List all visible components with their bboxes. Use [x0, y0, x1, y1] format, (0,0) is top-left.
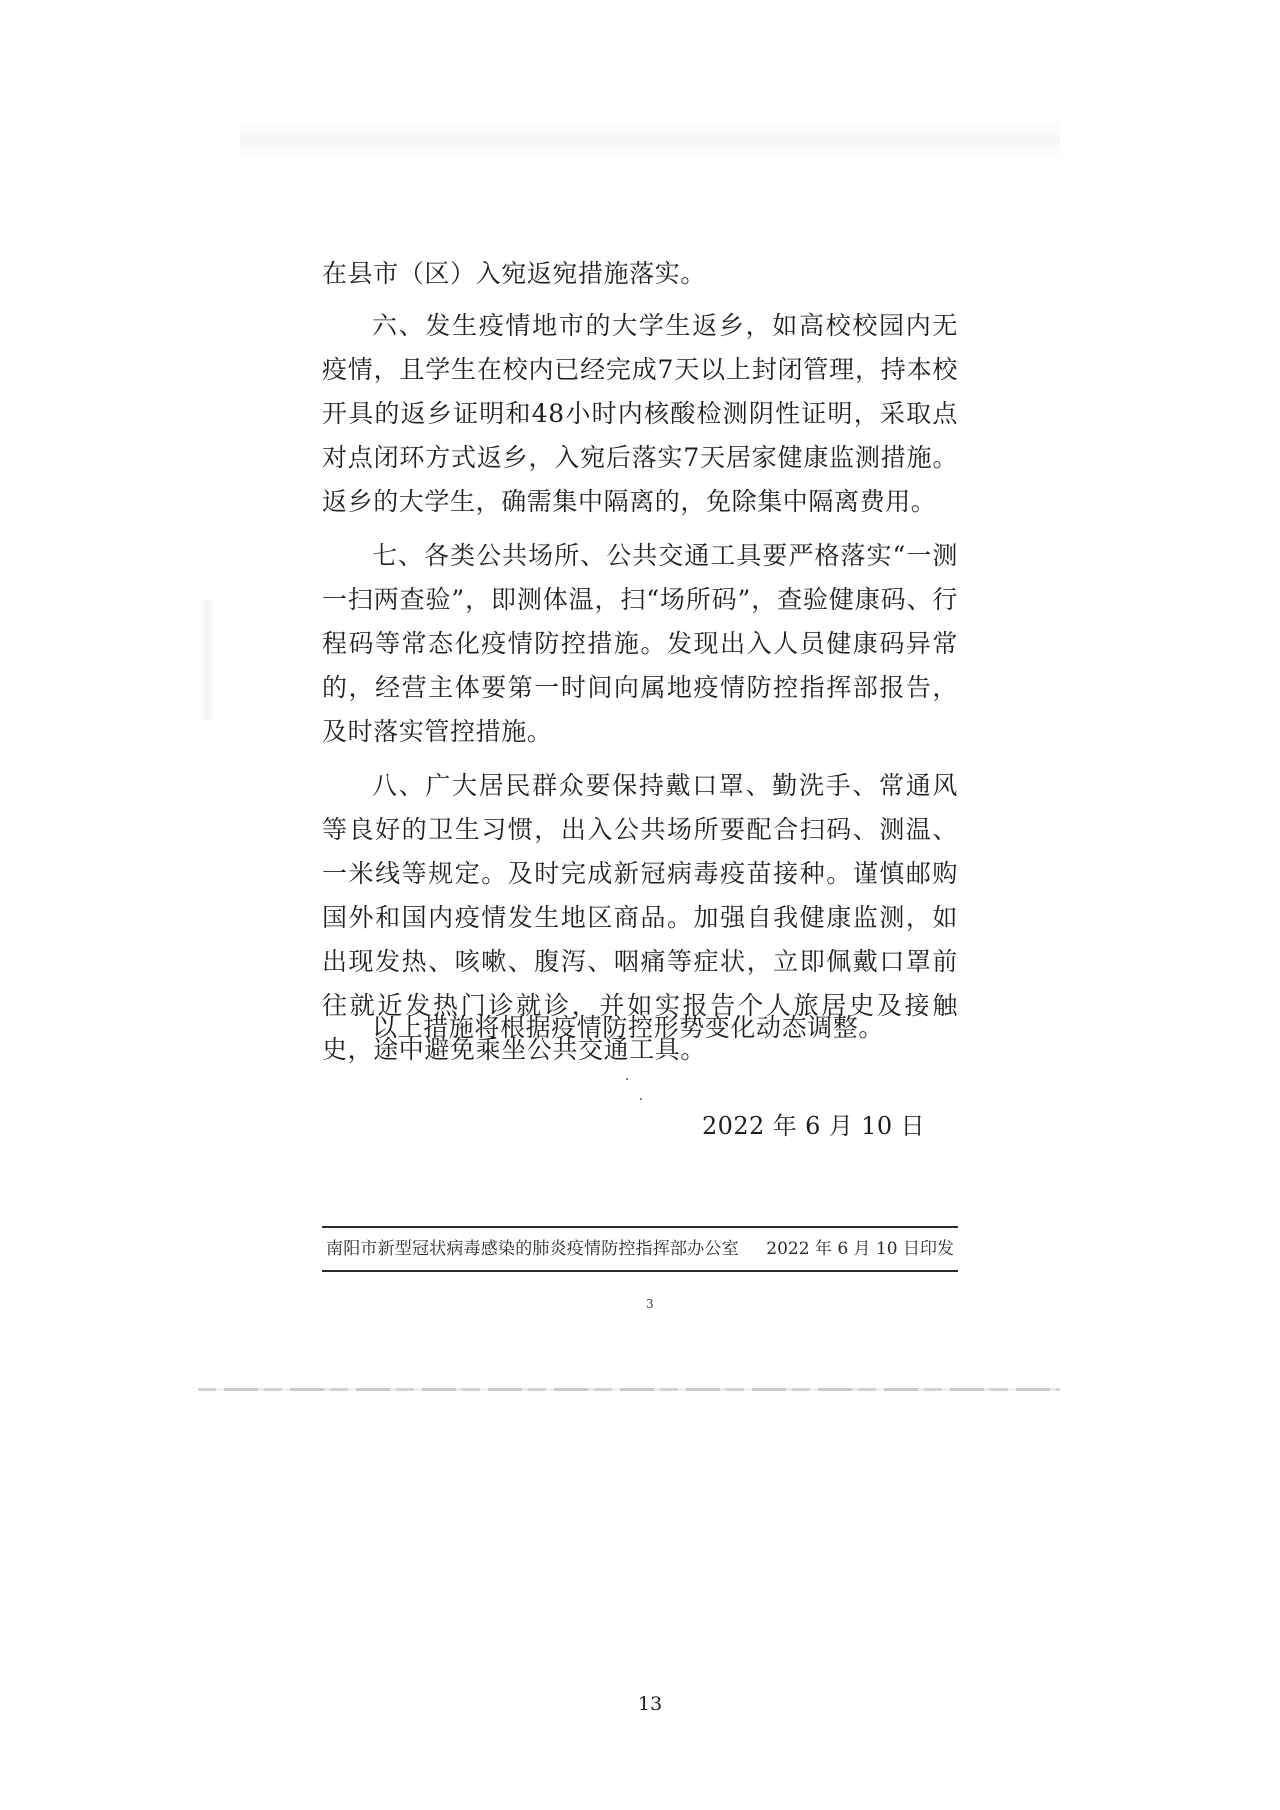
footer-issue-date: 2022 年 6 月 10 日印发	[766, 1239, 954, 1259]
document-body	[322, 252, 958, 1072]
closing-note: 以上措施将根据疫情防控形势变化动态调整。	[372, 1013, 885, 1042]
scan-speck	[640, 1098, 642, 1100]
scan-speck	[626, 1078, 628, 1080]
paragraph-item-six: 六、发生疫情地市的大学生返乡，如高校校园内无疫情，且学生在校内已经完成7天以上封闭管理，持本校开具的返乡证明和48小时内核酸检测阴性证明，采取点对点闭环方式返乡，入宛后落实7天居家健康监测措施。返乡的大学生，确需集中隔离的，免除集中隔离费用。	[322, 311, 958, 516]
paragraph-item-eight: 八、广大居民群众要保持戴口罩、勤洗手、常通风等良好的卫生习惯，出入公共场所要配合扫码、测温、一米线等规定。及时完成新冠病毒疫苗接种。谨慎邮购国外和国内疫情发生地区商品。加强自我健康监测，如出现发热、咳嗽、腹泻、咽痛等症状，立即佩戴口罩前往就近发热门诊就诊，并如实报告个人旅居史及接触史，途中避免乘坐公共交通工具。	[322, 771, 958, 1064]
footer-rule-top	[322, 1226, 958, 1228]
footer-rule-bottom	[322, 1270, 958, 1272]
scan-page-edge	[198, 1388, 1060, 1391]
page-number: 13	[638, 1693, 663, 1715]
paragraph-item-seven: 七、各类公共场所、公共交通工具要严格落实“一测一扫两查验”，即测体温，扫“场所码”，查验健康码、行程码等常态化疫情防控措施。发现出入人员健康码异常的，经营主体要第一时间向属地疫情防控指挥部报告，及时落实管控措施。	[322, 541, 958, 746]
scan-shading	[240, 120, 1060, 160]
paragraph-continuation: 在县市（区）入宛返宛措施落实。	[322, 259, 707, 288]
footer-issuer: 南阳市新型冠状病毒感染的肺炎疫情防控指挥部办公室	[326, 1239, 739, 1258]
inner-page-number: 3	[646, 1297, 654, 1311]
scan-shading-left	[200, 600, 214, 720]
signature-date: 2022 年 6 月 10 日	[702, 1112, 926, 1140]
